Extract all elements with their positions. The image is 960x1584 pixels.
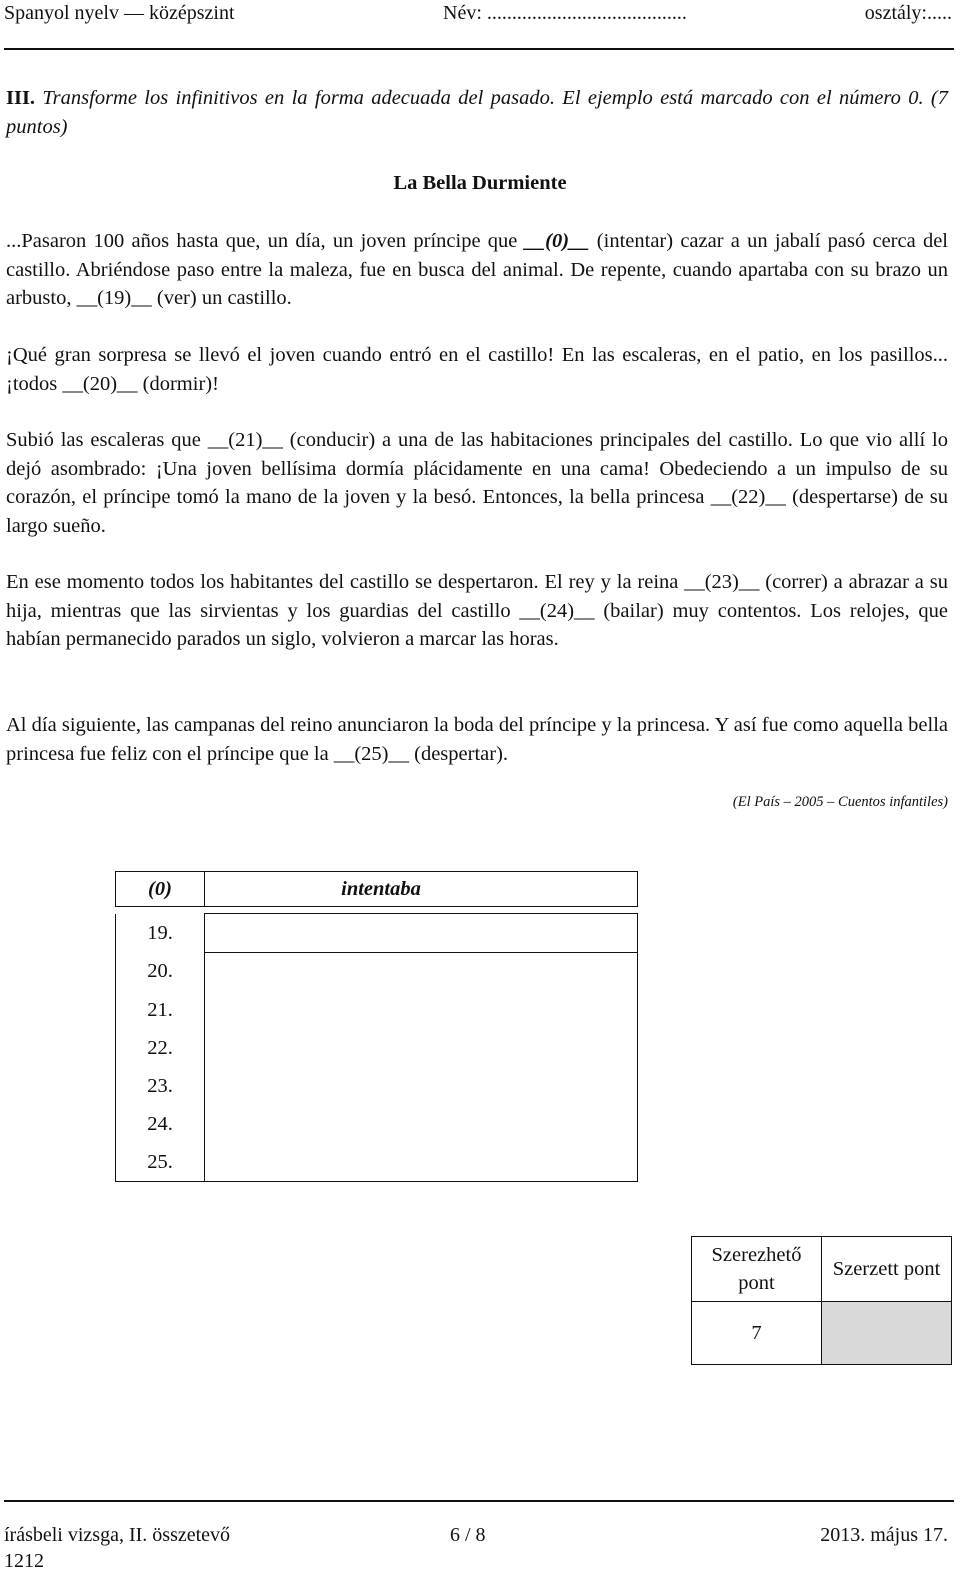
- answer-row-label: 23.: [116, 1067, 205, 1105]
- exam-code: 1212: [4, 1550, 44, 1572]
- page-number: 6 / 8: [450, 1524, 486, 1546]
- answer-row-label: 21.: [116, 991, 205, 1029]
- answer-row-label: 25.: [116, 1143, 205, 1182]
- max-points-label: Szerezhető pont: [692, 1237, 822, 1302]
- exam-part: írásbeli vizsga, II. összetevő: [4, 1524, 231, 1546]
- answer-cell[interactable]: [205, 991, 638, 1029]
- page-header: [0, 0, 960, 30]
- max-points-value: 7: [692, 1302, 822, 1365]
- class-field: osztály:.....: [864, 2, 952, 24]
- task-instruction: [6, 84, 948, 141]
- paragraph-2: ¡Qué gran sorpresa se llevó el joven cuando entró en el castillo! En las escaleras, en el patio, en los pasillos... ¡todos __(20)__ (dormir)!: [6, 344, 948, 395]
- exam-date: 2013. május 17.: [820, 1524, 948, 1546]
- paragraph-3: Subió las escaleras que __(21)__ (conducir) a una de las habitaciones principales del castillo. Lo que vio allí lo dejó asombrado: ¡Una joven bellísima dormía plácidamente en una cama! Obedeciendo a un impulso de su corazón, el príncipe tomó la mano de la joven y la besó. Entonces, la bella princesa __(22)__ (despertarse) de su largo sueño.: [6, 429, 948, 537]
- source-citation: (El País – 2005 – Cuentos infantiles): [732, 794, 948, 810]
- answer-cell[interactable]: [205, 953, 638, 992]
- answer-row-label: 20.: [116, 953, 205, 992]
- example-label: (0): [116, 872, 205, 907]
- header-divider: [4, 48, 954, 50]
- paragraph-1-start: ...Pasaron 100 años hasta que, un día, un joven príncipe que: [6, 230, 525, 252]
- story-title: La Bella Durmiente: [393, 172, 567, 194]
- subject-label: Spanyol nyelv — középszint: [4, 2, 235, 24]
- answer-table: [115, 871, 638, 1182]
- paragraph-1: [6, 227, 948, 313]
- answer-cell[interactable]: [205, 1105, 638, 1143]
- answer-row-label: 22.: [116, 1029, 205, 1067]
- task-text: Transforme los infinitivos en la forma adecuada del pasado. El ejemplo está marcado con el número 0. (7 puntos): [6, 87, 949, 138]
- answer-row-label: 24.: [116, 1105, 205, 1143]
- answer-cell[interactable]: [205, 1067, 638, 1105]
- score-table: [691, 1236, 952, 1365]
- name-field: Név: ........................................: [443, 2, 687, 24]
- paragraph-4: En ese momento todos los habitantes del castillo se despertaron. El rey y la reina __(23)__ (correr) a abrazar a su hija, mientras que las sirvientas y los guardias del castillo __(24)__ (bailar) muy contentos. Los relojes, que habían permanecido parados un siglo, volvieron a marcar las horas.: [6, 571, 948, 650]
- earned-points-cell[interactable]: [822, 1302, 952, 1365]
- paragraph-1-rest: (intentar) cazar a un jabalí pasó cerca del castillo. Abriéndose paso entre la maleza, fue en busca del animal. De repente, cuando apartaba con su brazo un arbusto, __(19)__ (ver) un castillo.: [6, 230, 948, 309]
- answer-cell[interactable]: [205, 914, 638, 953]
- example-answer: intentaba: [205, 872, 638, 907]
- example-gap: __(0)__: [524, 230, 590, 252]
- task-number: III.: [6, 87, 36, 109]
- footer-divider: [4, 1500, 954, 1502]
- answer-cell[interactable]: [205, 1029, 638, 1067]
- answer-row-label: 19.: [116, 914, 205, 953]
- paragraph-5: Al día siguiente, las campanas del reino anunciaron la boda del príncipe y la princesa. Y así fue como aquella bella princesa fue feliz con el príncipe que la __(25)__ (despertar).: [6, 714, 948, 765]
- answer-cell[interactable]: [205, 1143, 638, 1182]
- earned-points-label: Szerzett pont: [822, 1237, 952, 1302]
